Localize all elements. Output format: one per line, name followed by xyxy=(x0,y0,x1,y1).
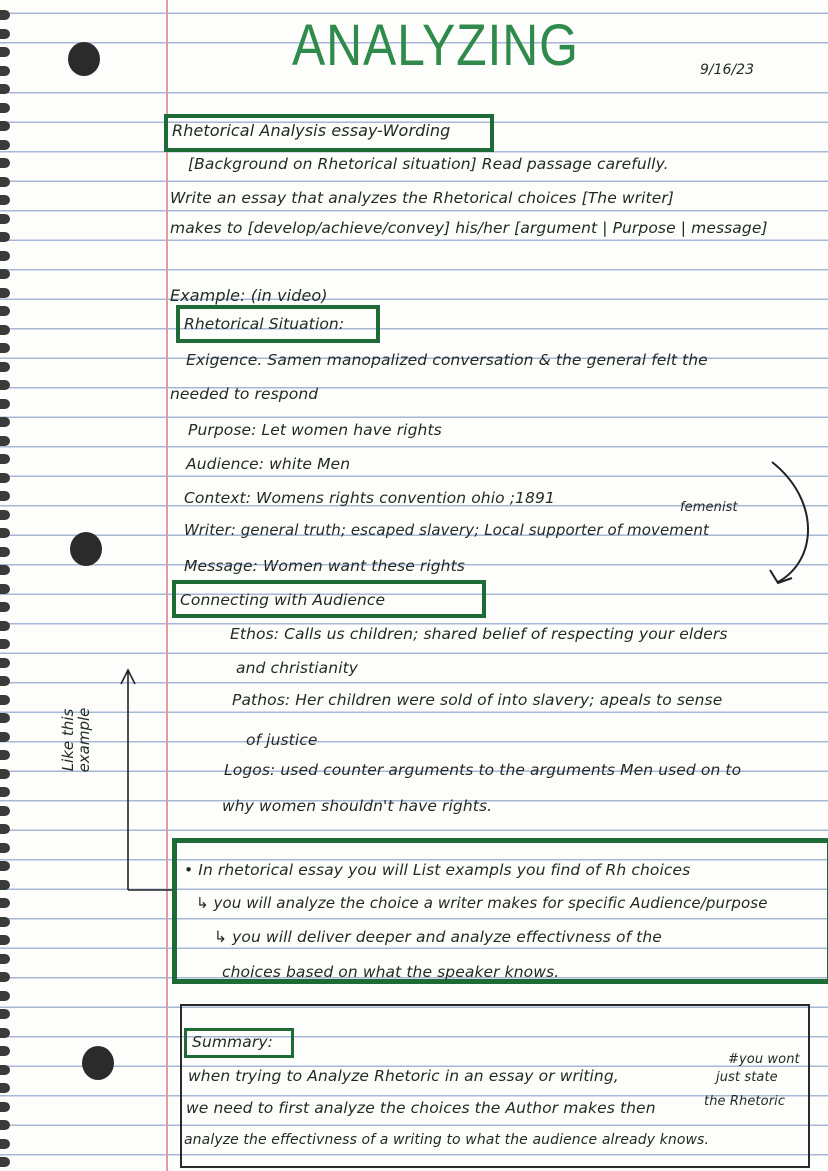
spiral-ring xyxy=(0,491,10,501)
summary-heading: Summary: xyxy=(192,1033,273,1051)
spiral-ring xyxy=(0,10,10,20)
spiral-ring xyxy=(0,121,10,131)
rhetorical-situation-heading: Rhetorical Situation: xyxy=(184,315,345,333)
spiral-ring xyxy=(0,843,10,853)
spiral-ring xyxy=(0,750,10,760)
spiral-ring xyxy=(0,1102,10,1112)
pathos-line-2: of justice xyxy=(246,731,318,749)
spiral-ring xyxy=(0,1139,10,1149)
spiral-ring xyxy=(0,917,10,927)
spiral-ring xyxy=(0,140,10,150)
ethos-line-2: and christianity xyxy=(236,659,359,677)
purpose-line: Purpose: Let women have rights xyxy=(188,421,442,439)
pathos-line-1: Pathos: Her children were sold of into slavery; apeals to sense xyxy=(232,691,723,709)
summary-note-3: the Rhetoric xyxy=(704,1094,786,1109)
curved-arrow-icon xyxy=(772,462,808,582)
spiral-ring xyxy=(0,806,10,816)
spiral-ring xyxy=(0,898,10,908)
message-line: Message: Women want these rights xyxy=(184,557,465,575)
spiral-ring xyxy=(0,158,10,168)
essay-line-3: ↳ you will deliver deeper and analyze effectivness of the xyxy=(214,928,662,946)
exigence-line-2: needed to respond xyxy=(170,385,319,403)
spiral-ring xyxy=(0,454,10,464)
spiral-ring xyxy=(0,547,10,557)
spiral-ring xyxy=(0,177,10,187)
spiral-ring xyxy=(0,84,10,94)
logos-line-2: why women shouldn't have rights. xyxy=(222,797,493,815)
spiral-ring xyxy=(0,362,10,372)
spiral-ring xyxy=(0,769,10,779)
spiral-ring xyxy=(0,399,10,409)
summary-line-1: when trying to Analyze Rhetoric in an essay or writing, xyxy=(188,1067,619,1085)
writer-note: femenist xyxy=(680,500,738,515)
spiral-ring xyxy=(0,66,10,76)
exigence-line-1: Exigence. Samen manopalized conversation & the general felt the xyxy=(186,351,708,369)
spiral-binding xyxy=(0,0,22,1171)
spiral-ring xyxy=(0,972,10,982)
spiral-ring xyxy=(0,251,10,261)
wording-heading: Rhetorical Analysis essay-Wording xyxy=(172,121,451,140)
punch-hole-middle xyxy=(70,532,102,566)
spiral-ring xyxy=(0,954,10,964)
spiral-ring xyxy=(0,1065,10,1075)
context-line: Context: Womens rights convention ohio ;1891 xyxy=(184,489,555,507)
spiral-ring xyxy=(0,658,10,668)
spiral-ring xyxy=(0,787,10,797)
spiral-ring xyxy=(0,861,10,871)
essay-line-2: ↳ you will analyze the choice a writer makes for specific Audience/purpose xyxy=(196,894,768,912)
spiral-ring xyxy=(0,1028,10,1038)
spiral-ring xyxy=(0,880,10,890)
up-arrow-head-icon xyxy=(121,670,135,684)
spiral-ring xyxy=(0,269,10,279)
spiral-ring xyxy=(0,1120,10,1130)
summary-note-1: #you wont xyxy=(728,1052,800,1067)
page-title: ANALYZING xyxy=(292,13,579,78)
ethos-line-1: Ethos: Calls us children; shared belief of respecting your elders xyxy=(230,625,728,643)
wording-line-2: Write an essay that analyzes the Rhetorical choices [The writer] xyxy=(170,189,674,207)
summary-note-2: just state xyxy=(716,1070,778,1085)
essay-line-4: choices based on what the speaker knows. xyxy=(222,963,560,981)
spiral-ring xyxy=(0,732,10,742)
wording-line-1: [Background on Rhetorical situation] Read passage carefully. xyxy=(188,155,669,173)
spiral-ring xyxy=(0,991,10,1001)
spiral-ring xyxy=(0,565,10,575)
spiral-ring xyxy=(0,695,10,705)
spiral-ring xyxy=(0,1009,10,1019)
spiral-ring xyxy=(0,306,10,316)
spiral-ring xyxy=(0,528,10,538)
audience-line: Audience: white Men xyxy=(186,455,351,473)
writer-line: Writer: general truth; escaped slavery; Local supporter of movement xyxy=(184,521,709,539)
spiral-ring xyxy=(0,935,10,945)
spiral-ring xyxy=(0,1046,10,1056)
spiral-ring xyxy=(0,621,10,631)
summary-line-2: we need to first analyze the choices the Author makes then xyxy=(186,1099,656,1117)
spiral-ring xyxy=(0,602,10,612)
spiral-ring xyxy=(0,639,10,649)
date: 9/16/23 xyxy=(700,62,754,78)
example-label: Example: (in video) xyxy=(170,286,328,305)
punch-hole-top xyxy=(68,42,100,76)
spiral-ring xyxy=(0,288,10,298)
spiral-ring xyxy=(0,47,10,57)
spiral-ring xyxy=(0,214,10,224)
spiral-ring xyxy=(0,436,10,446)
spiral-ring xyxy=(0,29,10,39)
spiral-ring xyxy=(0,473,10,483)
spiral-ring xyxy=(0,676,10,686)
spiral-ring xyxy=(0,510,10,520)
punch-hole-bottom xyxy=(82,1046,114,1080)
spiral-ring xyxy=(0,343,10,353)
margin-line xyxy=(166,0,168,1171)
spiral-ring xyxy=(0,232,10,242)
spiral-ring xyxy=(0,584,10,594)
spiral-ring xyxy=(0,1083,10,1093)
curved-arrow-head-icon xyxy=(770,570,792,583)
side-note: Like this example xyxy=(59,707,93,773)
spiral-ring xyxy=(0,325,10,335)
spiral-ring xyxy=(0,195,10,205)
spiral-ring xyxy=(0,103,10,113)
spiral-ring xyxy=(0,824,10,834)
spiral-ring xyxy=(0,713,10,723)
spiral-ring xyxy=(0,1157,10,1167)
summary-line-3: analyze the effectivness of a writing to what the audience already knows. xyxy=(184,1132,709,1148)
logos-line-1: Logos: used counter arguments to the arguments Men used on to xyxy=(224,761,742,779)
essay-line-1: • In rhetorical essay you will List exampls you find of Rh choices xyxy=(184,861,691,879)
spiral-ring xyxy=(0,417,10,427)
wording-line-3: makes to [develop/achieve/convey] his/her [argument | Purpose | message] xyxy=(170,219,768,237)
connecting-heading: Connecting with Audience xyxy=(180,591,386,609)
spiral-ring xyxy=(0,380,10,390)
